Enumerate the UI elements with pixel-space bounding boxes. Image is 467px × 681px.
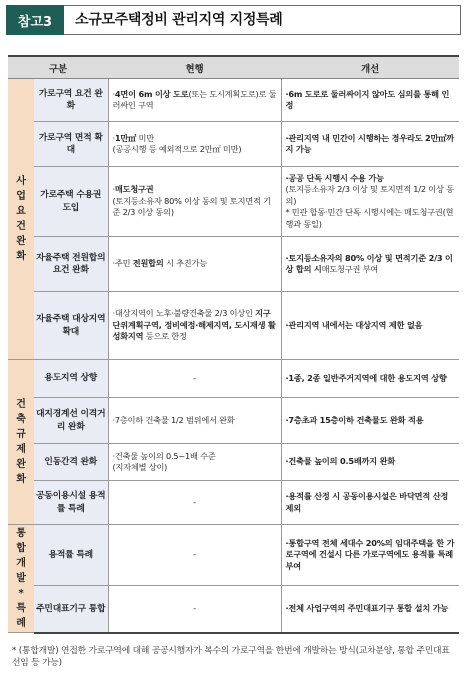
table-row bbox=[8, 360, 459, 398]
table-row bbox=[8, 525, 459, 586]
page-title: 소규모주택정비 관리지역 지정특례 bbox=[75, 12, 283, 28]
table-row bbox=[8, 79, 459, 122]
current-cell: ·4면이 6m 이상 도로(또는 도시계획도로)로 둘러싸인 구역 bbox=[108, 79, 281, 122]
improved-cell: ·토지등소유자의 80% 이상 및 면적기준 2/3 이상 합의 시매도청구권 부여 bbox=[281, 237, 459, 292]
improved-cell: ·건축물 높이의 0.5배까지 완화 bbox=[281, 444, 459, 481]
subcategory-cell: 가로구역 면적 확대 bbox=[34, 122, 108, 167]
subcategory-cell: 자율주택 대상지역 확대 bbox=[34, 292, 108, 360]
subcategory-cell: 자율주택 전원합의 요건 완화 bbox=[34, 237, 108, 292]
improved-cell: ·용적률 산정 시 공동이용시설은 바닥면적 산정 제외 bbox=[281, 481, 459, 525]
subcategory-cell: 용도지역 상향 bbox=[34, 360, 108, 398]
subcategory-cell: 인동간격 완화 bbox=[34, 444, 108, 481]
table-header-row bbox=[8, 56, 459, 79]
improved-cell: ·6m 도로로 둘러싸이지 않아도 심의를 통해 인정 bbox=[281, 79, 459, 122]
category-cell bbox=[8, 525, 34, 633]
category-cell bbox=[8, 79, 34, 360]
header-improved: 개선 bbox=[281, 56, 459, 79]
header-box bbox=[6, 5, 461, 35]
improved-cell: ·1종, 2종 일반주거지역에 대한 용도지역 상향 bbox=[281, 360, 459, 398]
improved-cell: ·전체 사업구역의 주민대표기구 통합 설치 가능 bbox=[281, 586, 459, 633]
subcategory-cell: 가로구역 요건 완화 bbox=[34, 79, 108, 122]
current-cell: - bbox=[108, 481, 281, 525]
current-cell: ·건축물 높이의 0.5~1배 수준 (지자체별 상이) bbox=[108, 444, 281, 481]
current-cell: ·7층이하 건축물 1/2 범위에서 완화 bbox=[108, 398, 281, 444]
category-cell bbox=[8, 360, 34, 525]
table-row bbox=[8, 398, 459, 444]
footnote: * (통합개발) 연접한 가로구역에 대해 공공시행자가 복수의 가로구역을 한번에 개발하는 방식(교차분양, 통합 주민대표 선임 등 가능) bbox=[12, 646, 450, 668]
current-cell: ·주민 전원합의 시 추진가능 bbox=[108, 237, 281, 292]
current-cell: ·매도청구권 (토지등소유자 80% 이상 동의 및 토지면적 기준 2/3 이상 동의) bbox=[108, 167, 281, 237]
table-row bbox=[8, 586, 459, 633]
table-row bbox=[8, 292, 459, 360]
subcategory-cell: 용적률 특례 bbox=[34, 525, 108, 586]
table-row bbox=[8, 444, 459, 481]
improved-cell: ·관리지역 내 민간이 시행하는 경우라도 2만㎡까지 가능 bbox=[281, 122, 459, 167]
reference-badge: 참고3 bbox=[6, 5, 64, 35]
category-label: 통합개발*특례 bbox=[16, 528, 26, 629]
current-cell: ·대상지역이 노후·불량건축물 2/3 이상인 지구단위계획구역, 정비예정·해제지역, 도시재생 활성화지역 등으로 한정 bbox=[108, 292, 281, 360]
current-cell: - bbox=[108, 586, 281, 633]
subcategory-cell: 대지경계선 이격거리 완화 bbox=[34, 398, 108, 444]
special-provisions-table bbox=[8, 55, 459, 634]
current-cell: - bbox=[108, 525, 281, 586]
category-label: 사업요건완화 bbox=[16, 176, 26, 262]
table-row bbox=[8, 167, 459, 237]
subcategory-cell: 주민대표기구 통합 bbox=[34, 586, 108, 633]
category-label: 건축규제완화 bbox=[16, 399, 26, 485]
table-row bbox=[8, 481, 459, 525]
subcategory-cell: 가로주택 수용권 도입 bbox=[34, 167, 108, 237]
improved-cell: ·통합구역 전체 세대수 20%의 임대주택을 한 가로구역에 건설시 다른 가로구역에도 용적률 특례 부여 bbox=[281, 525, 459, 586]
table-row bbox=[8, 122, 459, 167]
subcategory-cell: 공동이용시설 용적률 특례 bbox=[34, 481, 108, 525]
header-current: 현행 bbox=[108, 56, 281, 79]
improved-cell: ·7층초과 15층이하 건축물도 완화 적용 bbox=[281, 398, 459, 444]
improved-cell: ·공공 단독 시행시 수용 가능 (토지등소유자 2/3 이상 및 토지면적 1/2 이상 동의) * 민관 합동·민간 단독 시행시에는 매도청구권(현행과 동일) bbox=[281, 167, 459, 237]
current-cell: - bbox=[108, 360, 281, 398]
table-row bbox=[8, 237, 459, 292]
improved-cell: ·관리지역 내에서는 대상지역 제한 없음 bbox=[281, 292, 459, 360]
current-cell: ·1만㎡ 미만 (공공시행 등 예외적으로 2만㎡ 미만) bbox=[108, 122, 281, 167]
header-category: 구분 bbox=[8, 56, 108, 79]
